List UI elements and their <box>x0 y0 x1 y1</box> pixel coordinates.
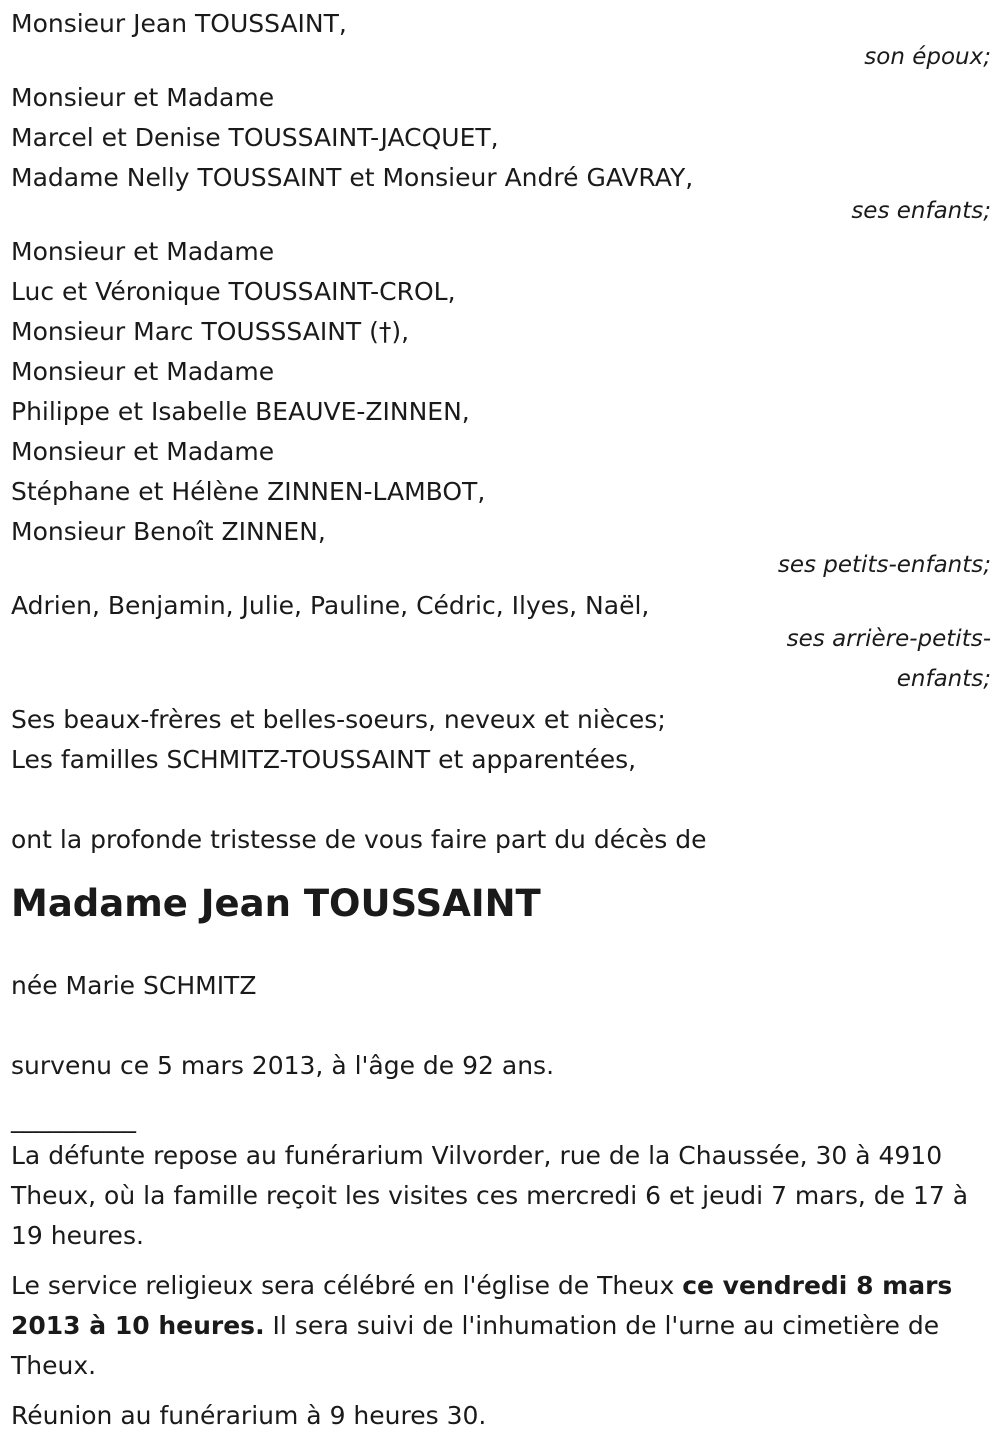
children-line: Monsieur et Madame <box>11 83 275 112</box>
separator: __________ <box>11 1104 136 1133</box>
grandchildren-role: ses petits-enfants; <box>777 552 991 578</box>
spacer <box>11 780 991 820</box>
grandchildren-line: Monsieur Marc TOUSSSAINT (†), <box>11 317 410 346</box>
grandchildren-line: Monsieur Benoît ZINNEN, <box>11 517 326 546</box>
relatives-line: Les familles SCHMITZ-TOUSSAINT et apparentées, <box>11 745 637 774</box>
meeting-paragraph: Réunion au funérarium à 9 heures 30. <box>11 1401 487 1430</box>
spouse-line: Monsieur Jean TOUSSAINT, <box>11 9 347 38</box>
grandchildren-line: Stéphane et Hélène ZINNEN-LAMBOT, <box>11 477 486 506</box>
grandchildren-line: Monsieur et Madame <box>11 437 275 466</box>
grandchildren-line: Monsieur et Madame <box>11 237 275 266</box>
great-grandchildren-role-line1: ses arrière-petits- <box>786 626 991 652</box>
spacer <box>11 1006 991 1046</box>
children-line: Madame Nelly TOUSSAINT et Monsieur André GAVRAY, <box>11 163 694 192</box>
children-role: ses enfants; <box>851 198 991 224</box>
service-date: ce vendredi 8 mars 2013 à 10 heures. <box>11 1271 953 1340</box>
grandchildren-line: Philippe et Isabelle BEAUVE-ZINNEN, <box>11 397 470 426</box>
service-text-after: Il sera suivi de l'inhumation de l'urne au cimetière de Theux. <box>11 1311 940 1380</box>
service-text-before: Le service religieux sera célébré en l'église de Theux <box>11 1271 683 1300</box>
relatives-line: Ses beaux-frères et belles-soeurs, neveux et nièces; <box>11 705 666 734</box>
born-as: née Marie SCHMITZ <box>11 971 257 1000</box>
spouse-role: son époux; <box>864 44 991 70</box>
death-info: survenu ce 5 mars 2013, à l'âge de 92 ans. <box>11 1051 555 1080</box>
great-grandchildren-line: Adrien, Benjamin, Julie, Pauline, Cédric, Ilyes, Naël, <box>11 591 650 620</box>
great-grandchildren-role-line2: enfants; <box>896 666 991 692</box>
intro-text: ont la profonde tristesse de vous faire part du décès de <box>11 825 707 854</box>
grandchildren-line: Monsieur et Madame <box>11 357 275 386</box>
grandchildren-line: Luc et Véronique TOUSSAINT-CROL, <box>11 277 456 306</box>
deceased-name: Madame Jean TOUSSAINT <box>11 882 541 925</box>
service-paragraph <box>11 1266 991 1386</box>
rest-paragraph: La défunte repose au funérarium Vilvorder, rue de la Chaussée, 30 à 4910 Theux, où la famille reçoit les visites ces mercredi 6 et jeudi 7 mars, de 17 à 19 heures. <box>11 1141 969 1250</box>
children-line: Marcel et Denise TOUSSAINT-JACQUET, <box>11 123 499 152</box>
